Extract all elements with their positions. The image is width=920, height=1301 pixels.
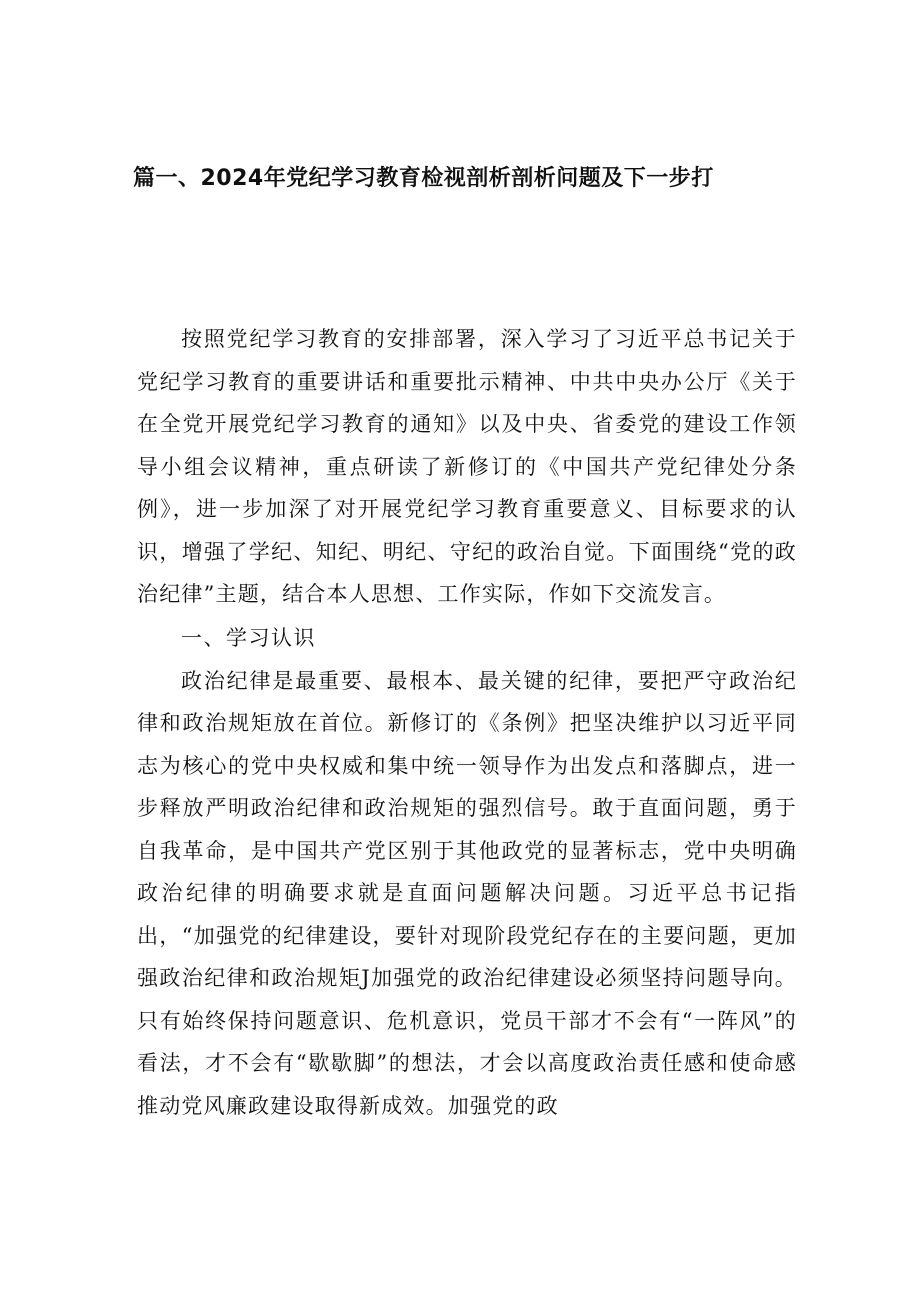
section-paragraph: 政治纪律是最重要、最根本、最关键的纪律，要把严守政治纪律和政治规矩放在首位。新修订的《条例》把坚决维护以习近平同志为核心的党中央权威和集中统一领导作为出发点和落脚点，进一步释放严明政治纪律和政治规矩的强烈信号。敢于直面问题，勇于自我革命，是中国共产党区别于其他政党的显著标志，党中央明确政治纪律的明确要求就是直面问题解决问题。习近平总书记指出，“加强党的纪律建设，要针对现阶段党纪存在的主要问题，更加强政治纪律和政治规矩J加强党的政治纪律建设必须坚持问题导向。只有始终保持问题意识、危机意识，党员干部才不会有“一阵风”的看法，才不会有“歇歇脚”的想法，才会以高度政治责任感和使命感推动党风廉政建设取得新成效。加强党的政 <box>137 668 797 1118</box>
document-title: 篇一、2024年党纪学习教育检视剖析剖析问题及下一步打 <box>133 166 714 191</box>
document-body <box>137 318 797 1127</box>
intro-paragraph: 按照党纪学习教育的安排部署，深入学习了习近平总书记关于党纪学习教育的重要讲话和重要批示精神、中共中央办公厅《关于在全党开展党纪学习教育的通知》以及中央、省委党的建设工作领导小组会议精神，重点研读了新修订的《中国共产党纪律处分条例》，进一步加深了对开展党纪学习教育重要意义、目标要求的认识，增强了学纪、知纪、明纪、守纪的政治自觉。下面围绕“党的政治纪律”主题，结合本人思想、工作实际，作如下交流发言。 <box>137 327 797 606</box>
section-heading-learning-understanding: 一、学习认识 <box>181 625 316 650</box>
